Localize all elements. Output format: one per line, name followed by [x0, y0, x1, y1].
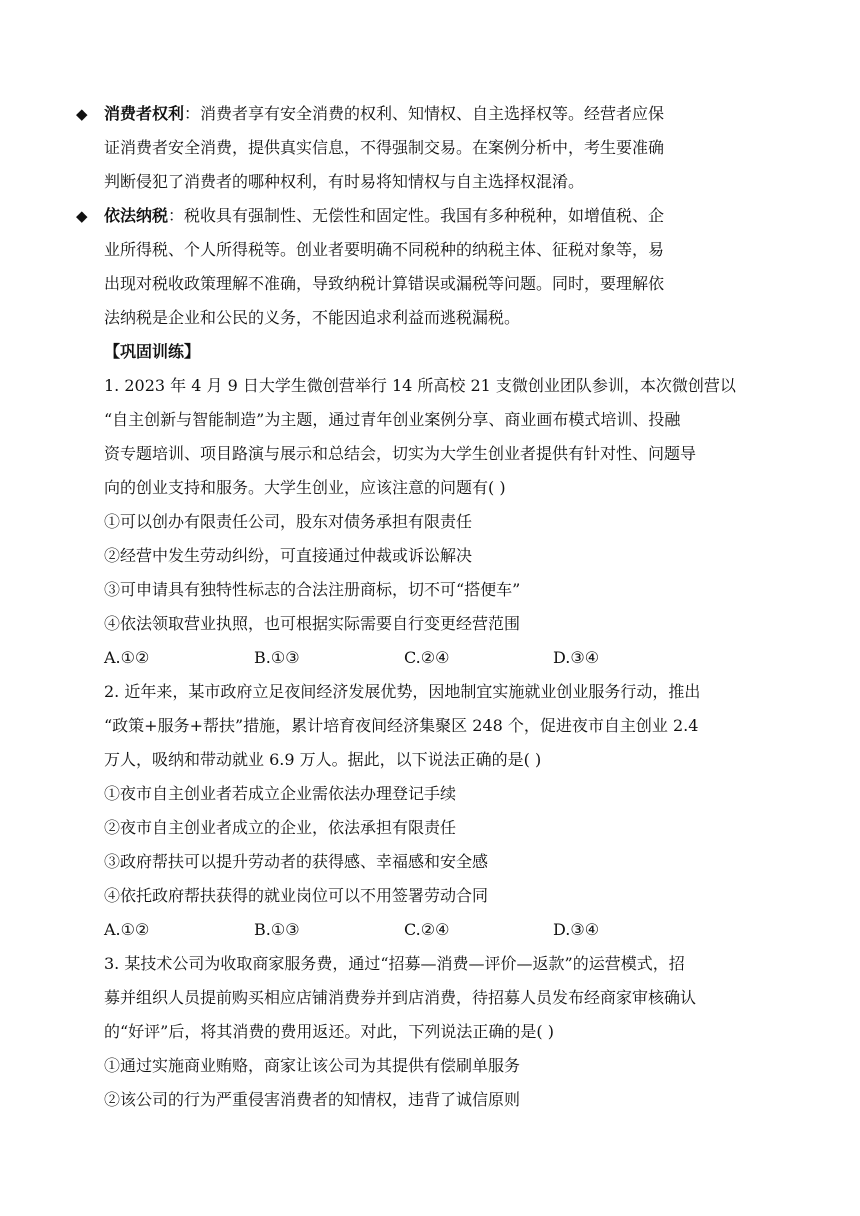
- q1-option-a: A.①②: [104, 648, 150, 667]
- bullet-text-line: 证消费者安全消费，提供真实信息，不得强制交易。在案例分析中，考生要准确: [104, 138, 665, 157]
- q2-item: ④依托政府帮扶获得的就业岗位可以不用签署劳动合同: [104, 886, 489, 905]
- bullet-text-line: ：消费者享有安全消费的权利、知情权、自主选择权等。经营者应保: [184, 104, 665, 123]
- bullet-consumer-rights: [76, 97, 752, 199]
- diamond-bullet-icon: ◆: [76, 207, 88, 225]
- q2-stem-line: “政策+服务+帮扶”措施，累计培育夜间经济集聚区 248 个，促进夜市自主创业 2.4: [104, 716, 699, 735]
- diamond-bullet-icon: ◆: [76, 105, 88, 123]
- q3-stem-line: 募并组织人员提前购买相应店铺消费券并到店消费，待招募人员发布经商家审核确认: [104, 988, 697, 1007]
- q1-item: ②经营中发生劳动纠纷，可直接通过仲裁或诉讼解决: [104, 546, 473, 565]
- bullet-term: 依法纳税: [104, 206, 169, 225]
- bullet-text-line: 判断侵犯了消费者的哪种权利，有时易将知情权与自主选择权混淆。: [104, 172, 585, 191]
- q3-stem-line: 3. 某技术公司为收取商家服务费，通过“招募—消费—评价—返款”的运营模式，招: [104, 954, 685, 973]
- q2-option-a: A.①②: [104, 920, 150, 939]
- q2-option-d: D.③④: [553, 920, 600, 939]
- q1-item: ①可以创办有限责任公司，股东对债务承担有限责任: [104, 512, 473, 531]
- q1-option-b: B.①③: [254, 648, 300, 667]
- section-heading: 【巩固训练】: [104, 342, 201, 361]
- bullet-text-line: 法纳税是企业和公民的义务，不能因追求利益而逃税漏税。: [104, 308, 521, 327]
- q2-item: ③政府帮扶可以提升劳动者的获得感、幸福感和安全感: [104, 852, 489, 871]
- q2-item: ①夜市自主创业者若成立企业需依法办理登记手续: [104, 784, 457, 803]
- q2-option-b: B.①③: [254, 920, 300, 939]
- q3-stem-line: 的“好评”后，将其消费的费用返还。对此，下列说法正确的是( ): [104, 1022, 554, 1041]
- q1-option-c: C.②④: [404, 648, 450, 667]
- q1-item: ④依法领取营业执照，也可根据实际需要自行变更经营范围: [104, 614, 521, 633]
- q1-options: [104, 641, 752, 675]
- q2-item: ②夜市自主创业者成立的企业，依法承担有限责任: [104, 818, 457, 837]
- q2-stem-line: 万人，吸纳和带动就业 6.9 万人。据此，以下说法正确的是( ): [104, 750, 542, 769]
- q1-option-d: D.③④: [553, 648, 600, 667]
- bullet-term: 消费者权利: [104, 104, 185, 123]
- q2-stem-line: 2. 近年来，某市政府立足夜间经济发展优势，因地制宜实施就业创业服务行动，推出: [104, 682, 701, 701]
- q3-item: ②该公司的行为严重侵害消费者的知情权，违背了诚信原则: [104, 1090, 521, 1109]
- bullet-tax-law: [76, 199, 752, 335]
- q3-item: ①通过实施商业贿赂，商家让该公司为其提供有偿刷单服务: [104, 1056, 521, 1075]
- q1-stem-line: 资专题培训、项目路演与展示和总结会，切实为大学生创业者提供有针对性、问题导: [104, 444, 697, 463]
- bullet-text-line: 出现对税收政策理解不准确，导致纳税计算错误或漏税等问题。同时，要理解依: [104, 274, 665, 293]
- q2-option-c: C.②④: [404, 920, 450, 939]
- bullet-text-line: ：税收具有强制性、无偿性和固定性。我国有多种税种，如增值税、企: [168, 206, 665, 225]
- q1-item: ③可申请具有独特性标志的合法注册商标，切不可“搭便车”: [104, 580, 521, 599]
- q1-stem-line: 1. 2023 年 4 月 9 日大学生微创营举行 14 所高校 21 支微创业团队参训，本次微创营以: [104, 376, 736, 395]
- bullet-text-line: 业所得税、个人所得税等。创业者要明确不同税种的纳税主体、征税对象等，易: [104, 240, 665, 259]
- q1-stem-line: “自主创新与智能制造”为主题，通过青年创业案例分享、商业画布模式培训、投融: [104, 410, 681, 429]
- q2-options: [104, 913, 752, 947]
- q1-stem-line: 向的创业支持和服务。大学生创业，应该注意的问题有( ): [104, 478, 506, 497]
